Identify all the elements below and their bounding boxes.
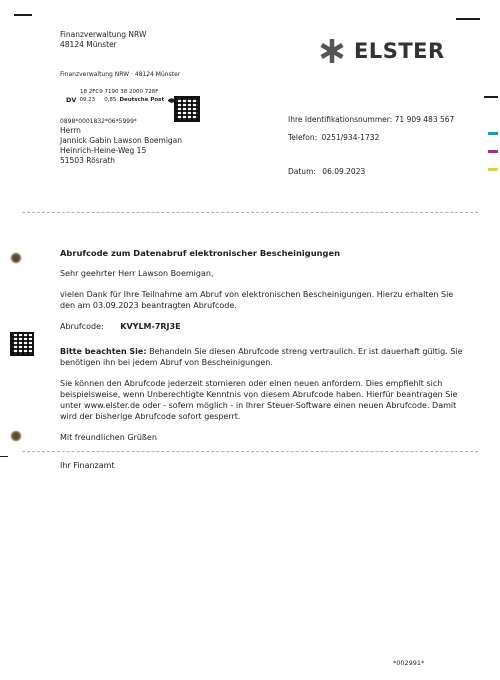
info-date-label: Datum:: [288, 167, 316, 176]
color-mark-cyan: [488, 132, 498, 135]
para1-line-1: vielen Dank für Ihre Teilnahme am Abruf von elektronischen Bescheinigungen. Hierzu erhalten Sie: [60, 290, 454, 299]
abrufcode-value: KVYLM-7RJ3E: [120, 322, 181, 331]
postage-code: 18 2FC9 7190 38 2000 728F: [80, 89, 159, 95]
note-line-1: Behandeln Sie diesen Abrufcode streng vertraulich. Er ist dauerhaft gültig. Sie: [149, 347, 463, 356]
abrufcode-label: Abrufcode:: [60, 322, 104, 331]
fold-line-upper: [22, 212, 478, 213]
para3-line-4: wird der bisherige Abrufcode sofort gesperrt.: [60, 412, 241, 421]
info-date-value: 06.09.2023: [322, 167, 366, 176]
letter-greeting: Sehr geehrter Herr Lawson Boemigan,: [60, 269, 214, 278]
recipient-name: Jannick Gabin Lawson Boemigan: [60, 136, 183, 145]
postage-dv: DV: [66, 96, 77, 104]
recipient-city: 51503 Rösrath: [60, 156, 115, 165]
note-label: Bitte beachten Sie:: [60, 347, 147, 356]
note-line-2: benötigen ihn bei jedem Abruf von Bescheinigungen.: [60, 358, 273, 367]
recipient-ref: 0898*0001832*06*5999*: [60, 118, 137, 125]
postage-amount: 0,85: [104, 97, 117, 103]
color-mark-yellow: [488, 168, 498, 171]
letter-paragraph-1: [60, 289, 480, 311]
recipient-address: [60, 117, 182, 166]
letter-subject: Abrufcode zum Datenabruf elektronischer Bescheinigungen: [60, 248, 340, 258]
info-phone-value: 0251/934-1732: [321, 133, 380, 142]
recipient-salutation: Herrn: [60, 126, 81, 135]
info-phone-label: Telefon:: [288, 133, 318, 142]
sender-line-2: 48124 Münster: [60, 40, 117, 49]
info-id-label: Ihre Identifikationsnummer:: [288, 115, 393, 124]
para1-line-2: den am 03.09.2023 beantragten Abrufcode.: [60, 301, 237, 310]
sender-address: [60, 30, 146, 50]
fold-line-lower: [22, 451, 478, 452]
para3-line-2: beispielsweise, wenn Unberechtigte Kenntnis von diesem Abrufcode haben. Hierfür beantragen Sie: [60, 390, 458, 399]
side-matrix-code: [10, 332, 34, 356]
info-id-row: [288, 115, 488, 125]
recipient-street: Heinrich-Heine-Weg 15: [60, 146, 147, 155]
postage-dv-date: 09.23: [79, 97, 96, 103]
letter-body: [60, 248, 480, 443]
fold-mark-right: [484, 96, 498, 98]
logo-text: ELSTER: [354, 39, 445, 63]
postage-carrier: Deutsche Post: [119, 97, 165, 103]
info-date-row: [288, 167, 488, 177]
info-id-value: 71 909 483 567: [394, 115, 455, 124]
punch-hole-top: [10, 252, 22, 264]
return-address: Finanzverwaltung NRW · 48124 Münster: [60, 71, 181, 78]
sender-line-1: Finanzverwaltung NRW: [60, 30, 147, 39]
abrufcode-row: [60, 321, 480, 332]
para3-line-3: unter www.elster.de oder - sofern möglich - in Ihrer Steuer-Software einen neuen Abrufcode. Damit: [60, 401, 457, 410]
postage-line: [66, 96, 179, 105]
elster-logo: [318, 36, 445, 66]
letter-signature: Ihr Finanzamt: [60, 461, 115, 470]
info-phone-row: [288, 133, 488, 143]
fold-mark-top-left: [14, 14, 32, 16]
punch-hole-bottom: [10, 430, 22, 442]
letter-paragraph-3: [60, 378, 480, 422]
fold-mark-top-right: [456, 18, 480, 20]
letter-closing: Mit freundlichen Grüßen: [60, 433, 157, 442]
info-block: [288, 115, 488, 177]
asterisk-icon: [318, 37, 346, 65]
para3-line-1: Sie können den Abrufcode jederzeit stornieren oder einen neuen anfordern. Dies empfiehlt sich: [60, 379, 443, 388]
letter-note: [60, 346, 480, 368]
footer-code: *002991*: [393, 659, 425, 667]
fold-mark-left-bottom: [0, 456, 8, 457]
color-mark-magenta: [488, 150, 498, 153]
